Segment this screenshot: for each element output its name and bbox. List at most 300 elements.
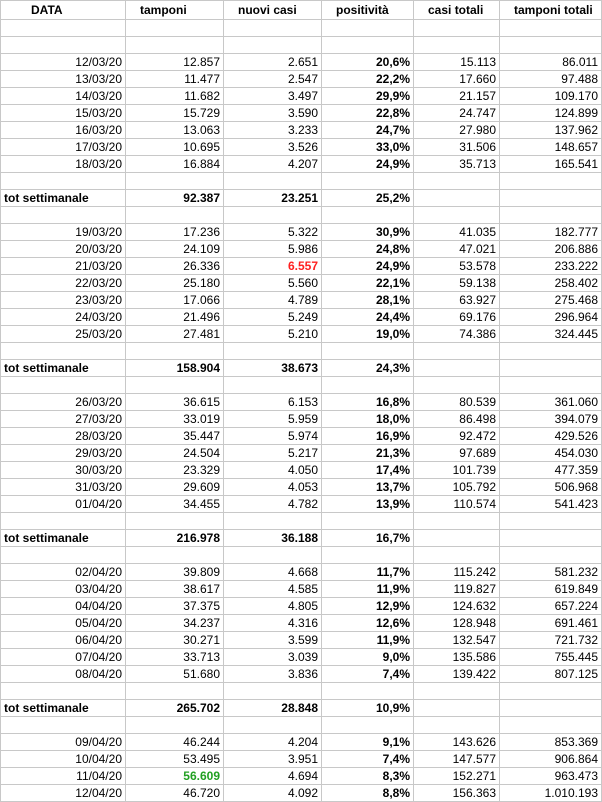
cell-tamponi-totali: 853.369 [500,734,602,751]
cell-date: 30/03/20 [1,462,126,479]
cell-casi-totali: 152.271 [414,768,500,785]
cell-tamponi-totali: 619.849 [500,581,602,598]
header-tamponi-totali: tamponi totali [500,1,602,20]
empty-row [1,377,602,394]
total-tamponi: 265.702 [126,700,224,717]
cell-tamponi-totali: 906.864 [500,751,602,768]
cell-tamponi: 11.477 [126,71,224,88]
cell-tamponi: 17.066 [126,292,224,309]
cell-casi-totali: 101.739 [414,462,500,479]
empty-cell [500,513,602,530]
cell-nuovi-casi: 3.599 [224,632,322,649]
cell-positivita: 29,9% [322,88,414,105]
empty-cell [322,343,414,360]
cell-tamponi: 26.336 [126,258,224,275]
cell-date: 09/04/20 [1,734,126,751]
cell-nuovi-casi: 5.560 [224,275,322,292]
empty-row [1,173,602,190]
cell-casi-totali: 97.689 [414,445,500,462]
empty-cell [224,717,322,734]
cell-date: 17/03/20 [1,139,126,156]
empty-cell [224,20,322,37]
table-row [1,564,602,581]
cell-casi-totali: 147.577 [414,751,500,768]
cell-casi-totali: 27.980 [414,122,500,139]
empty-row [1,717,602,734]
cell-positivita: 22,8% [322,105,414,122]
total-tamponi: 92.387 [126,190,224,207]
cell-positivita: 24,7% [322,122,414,139]
cell-tamponi: 16.884 [126,156,224,173]
total-tamponi: 216.978 [126,530,224,547]
cell-tamponi-totali: 657.224 [500,598,602,615]
empty-cell [500,530,602,547]
cell-tamponi: 15.729 [126,105,224,122]
cell-tamponi: 27.481 [126,326,224,343]
empty-row [1,343,602,360]
cell-tamponi-totali: 182.777 [500,224,602,241]
cell-casi-totali: 35.713 [414,156,500,173]
empty-cell [1,37,126,54]
empty-cell [414,683,500,700]
total-nuovi-casi: 36.188 [224,530,322,547]
table-row [1,649,602,666]
cell-positivita: 8,8% [322,785,414,802]
cell-date: 02/04/20 [1,564,126,581]
empty-cell [224,207,322,224]
cell-casi-totali: 92.472 [414,428,500,445]
header-nuovi-casi: nuovi casi [224,1,322,20]
cell-casi-totali: 115.242 [414,564,500,581]
cell-nuovi-casi: 3.497 [224,88,322,105]
cell-tamponi-totali: 109.170 [500,88,602,105]
cell-nuovi-casi: 4.585 [224,581,322,598]
table-row [1,411,602,428]
empty-cell [414,377,500,394]
empty-cell [126,207,224,224]
table-row [1,326,602,343]
cell-tamponi-totali: 963.473 [500,768,602,785]
weekly-total-row [1,530,602,547]
cell-tamponi: 23.329 [126,462,224,479]
table-row [1,105,602,122]
empty-cell [322,173,414,190]
cell-date: 25/03/20 [1,326,126,343]
cell-tamponi-totali: 454.030 [500,445,602,462]
empty-cell [500,547,602,564]
empty-cell [322,377,414,394]
cell-positivita: 12,9% [322,598,414,615]
cell-date: 27/03/20 [1,411,126,428]
total-label: tot settimanale [1,360,126,377]
header-positivita: positività [322,1,414,20]
cell-date: 15/03/20 [1,105,126,122]
cell-date: 24/03/20 [1,309,126,326]
cell-tamponi-totali: 691.461 [500,615,602,632]
cell-date: 03/04/20 [1,581,126,598]
table-row [1,479,602,496]
empty-row [1,547,602,564]
cell-casi-totali: 59.138 [414,275,500,292]
empty-cell [414,207,500,224]
cell-tamponi: 37.375 [126,598,224,615]
cell-tamponi-totali: 233.222 [500,258,602,275]
cell-casi-totali: 53.578 [414,258,500,275]
cell-date: 28/03/20 [1,428,126,445]
cell-date: 06/04/20 [1,632,126,649]
table-row [1,734,602,751]
empty-cell [500,377,602,394]
cell-nuovi-casi: 4.789 [224,292,322,309]
cell-casi-totali: 132.547 [414,632,500,649]
cell-positivita: 16,9% [322,428,414,445]
cell-nuovi-casi: 5.210 [224,326,322,343]
empty-cell [500,20,602,37]
cell-tamponi-totali: 361.060 [500,394,602,411]
empty-cell [500,207,602,224]
cell-casi-totali: 24.747 [414,105,500,122]
cell-casi-totali: 41.035 [414,224,500,241]
cell-tamponi: 17.236 [126,224,224,241]
cell-tamponi: 33.019 [126,411,224,428]
cell-tamponi-totali: 581.232 [500,564,602,581]
cell-casi-totali: 31.506 [414,139,500,156]
cell-positivita: 9,1% [322,734,414,751]
cell-date: 04/04/20 [1,598,126,615]
empty-cell [1,343,126,360]
weekly-total-row [1,700,602,717]
table-row [1,88,602,105]
total-positivita: 10,9% [322,700,414,717]
cell-tamponi-totali: 541.423 [500,496,602,513]
empty-cell [414,547,500,564]
cell-positivita: 24,9% [322,156,414,173]
table-row [1,224,602,241]
cell-tamponi-totali: 275.468 [500,292,602,309]
cell-date: 22/03/20 [1,275,126,292]
cell-casi-totali: 135.586 [414,649,500,666]
cell-casi-totali: 74.386 [414,326,500,343]
header-tamponi: tamponi [126,1,224,20]
empty-cell [322,683,414,700]
header-row [1,1,602,20]
cell-casi-totali: 69.176 [414,309,500,326]
cell-tamponi: 51.680 [126,666,224,683]
cell-date: 29/03/20 [1,445,126,462]
cell-tamponi: 24.109 [126,241,224,258]
empty-cell [1,377,126,394]
cell-tamponi: 25.180 [126,275,224,292]
empty-cell [322,513,414,530]
cell-casi-totali: 124.632 [414,598,500,615]
cell-nuovi-casi: 5.959 [224,411,322,428]
cell-nuovi-casi: 4.050 [224,462,322,479]
empty-row [1,37,602,54]
cell-nuovi-casi: 4.316 [224,615,322,632]
empty-cell [224,377,322,394]
cell-nuovi-casi: 5.322 [224,224,322,241]
empty-cell [224,343,322,360]
total-positivita: 24,3% [322,360,414,377]
empty-cell [414,343,500,360]
cell-nuovi-casi: 3.836 [224,666,322,683]
cell-positivita: 11,9% [322,632,414,649]
cell-positivita: 24,9% [322,258,414,275]
table-row [1,751,602,768]
empty-cell [414,530,500,547]
cell-nuovi-casi: 3.233 [224,122,322,139]
cell-tamponi: 46.720 [126,785,224,802]
empty-cell [500,360,602,377]
cell-casi-totali: 156.363 [414,785,500,802]
cell-date: 23/03/20 [1,292,126,309]
empty-cell [126,377,224,394]
empty-cell [224,173,322,190]
cell-tamponi-totali: 86.011 [500,54,602,71]
cell-positivita: 22,2% [322,71,414,88]
cell-nuovi-casi: 2.651 [224,54,322,71]
table-row [1,632,602,649]
cell-positivita: 7,4% [322,751,414,768]
empty-cell [414,513,500,530]
cell-tamponi-totali: 755.445 [500,649,602,666]
table-row [1,71,602,88]
cell-tamponi: 12.857 [126,54,224,71]
cell-date: 11/04/20 [1,768,126,785]
empty-cell [1,20,126,37]
total-label: tot settimanale [1,190,126,207]
empty-cell [224,37,322,54]
cell-tamponi-totali: 296.964 [500,309,602,326]
cell-positivita: 24,4% [322,309,414,326]
table-row [1,768,602,785]
empty-cell [1,547,126,564]
empty-cell [500,700,602,717]
table-row [1,598,602,615]
empty-cell [1,683,126,700]
empty-cell [224,513,322,530]
cell-positivita: 28,1% [322,292,414,309]
empty-cell [500,190,602,207]
empty-cell [500,343,602,360]
empty-cell [500,173,602,190]
total-nuovi-casi: 23.251 [224,190,322,207]
empty-cell [414,717,500,734]
empty-cell [414,20,500,37]
cell-casi-totali: 143.626 [414,734,500,751]
table-row [1,139,602,156]
table-row [1,394,602,411]
cell-casi-totali: 119.827 [414,581,500,598]
empty-cell [1,513,126,530]
cell-positivita: 8,3% [322,768,414,785]
cell-date: 01/04/20 [1,496,126,513]
cell-tamponi-totali: 429.526 [500,428,602,445]
empty-cell [126,20,224,37]
empty-cell [126,717,224,734]
empty-cell [500,37,602,54]
empty-cell [414,173,500,190]
cell-date: 16/03/20 [1,122,126,139]
empty-row [1,20,602,37]
table-row [1,581,602,598]
table-row [1,122,602,139]
cell-date: 05/04/20 [1,615,126,632]
cell-positivita: 13,7% [322,479,414,496]
cell-nuovi-casi: 4.668 [224,564,322,581]
empty-cell [322,20,414,37]
cell-tamponi: 34.237 [126,615,224,632]
cell-casi-totali: 139.422 [414,666,500,683]
total-positivita: 16,7% [322,530,414,547]
cell-positivita: 12,6% [322,615,414,632]
empty-cell [414,360,500,377]
cell-date: 19/03/20 [1,224,126,241]
cell-date: 07/04/20 [1,649,126,666]
cell-tamponi: 46.244 [126,734,224,751]
sheet-body [1,1,602,802]
table-row [1,785,602,802]
empty-cell [126,343,224,360]
cell-tamponi: 53.495 [126,751,224,768]
cell-casi-totali: 17.660 [414,71,500,88]
cell-nuovi-casi: 4.805 [224,598,322,615]
cell-nuovi-casi: 5.249 [224,309,322,326]
cell-tamponi: 11.682 [126,88,224,105]
cell-positivita: 24,8% [322,241,414,258]
table-row [1,156,602,173]
total-nuovi-casi: 38.673 [224,360,322,377]
cell-nuovi-casi: 6.153 [224,394,322,411]
cell-nuovi-casi: 3.039 [224,649,322,666]
empty-cell [414,190,500,207]
cell-tamponi: 30.271 [126,632,224,649]
cell-tamponi-totali: 124.899 [500,105,602,122]
cell-date: 14/03/20 [1,88,126,105]
table-row [1,309,602,326]
table-row [1,445,602,462]
cell-positivita: 22,1% [322,275,414,292]
table-row [1,462,602,479]
cell-nuovi-casi: 2.547 [224,71,322,88]
cell-nuovi-casi: 3.951 [224,751,322,768]
cell-positivita: 21,3% [322,445,414,462]
table-row [1,292,602,309]
cell-positivita: 18,0% [322,411,414,428]
cell-nuovi-casi: 5.986 [224,241,322,258]
cell-casi-totali: 15.113 [414,54,500,71]
cell-date: 10/04/20 [1,751,126,768]
table-row [1,54,602,71]
cell-positivita: 9,0% [322,649,414,666]
cell-tamponi: 36.615 [126,394,224,411]
cell-positivita: 11,9% [322,581,414,598]
header-casi-totali: casi totali [414,1,500,20]
cell-positivita: 30,9% [322,224,414,241]
total-nuovi-casi: 28.848 [224,700,322,717]
cell-tamponi: 29.609 [126,479,224,496]
cell-tamponi-totali: 258.402 [500,275,602,292]
cell-positivita: 13,9% [322,496,414,513]
cell-tamponi-totali: 206.886 [500,241,602,258]
cell-tamponi-totali: 807.125 [500,666,602,683]
cell-tamponi-totali: 324.445 [500,326,602,343]
empty-cell [126,37,224,54]
cell-tamponi: 38.617 [126,581,224,598]
cell-date: 18/03/20 [1,156,126,173]
cell-tamponi: 39.809 [126,564,224,581]
empty-cell [126,547,224,564]
empty-cell [322,207,414,224]
table-row [1,666,602,683]
cell-nuovi-casi: 5.974 [224,428,322,445]
cell-date: 12/03/20 [1,54,126,71]
total-label: tot settimanale [1,530,126,547]
weekly-total-row [1,360,602,377]
table-row [1,496,602,513]
cell-date: 21/03/20 [1,258,126,275]
empty-cell [224,683,322,700]
empty-cell [322,547,414,564]
cell-tamponi-totali: 721.732 [500,632,602,649]
cell-casi-totali: 21.157 [414,88,500,105]
table-row [1,258,602,275]
cell-positivita: 19,0% [322,326,414,343]
cell-tamponi: 13.063 [126,122,224,139]
cell-positivita: 17,4% [322,462,414,479]
cell-tamponi: 24.504 [126,445,224,462]
cell-tamponi: 35.447 [126,428,224,445]
empty-cell [126,513,224,530]
cell-casi-totali: 63.927 [414,292,500,309]
cell-casi-totali: 80.539 [414,394,500,411]
empty-cell [500,717,602,734]
cell-nuovi-casi: 4.782 [224,496,322,513]
cell-tamponi-totali: 137.962 [500,122,602,139]
cell-nuovi-casi: 4.207 [224,156,322,173]
cell-casi-totali: 86.498 [414,411,500,428]
table-row [1,615,602,632]
empty-cell [414,37,500,54]
table-row [1,275,602,292]
cell-tamponi-totali: 1.010.193 [500,785,602,802]
empty-row [1,683,602,700]
cell-nuovi-casi: 4.053 [224,479,322,496]
empty-cell [1,717,126,734]
cell-tamponi-totali: 97.488 [500,71,602,88]
cell-tamponi-totali: 506.968 [500,479,602,496]
cell-tamponi: 21.496 [126,309,224,326]
cell-positivita: 11,7% [322,564,414,581]
empty-cell [1,173,126,190]
cell-nuovi-casi: 4.204 [224,734,322,751]
empty-cell [126,683,224,700]
cell-positivita: 16,8% [322,394,414,411]
cell-tamponi-totali: 477.359 [500,462,602,479]
cell-nuovi-casi: 4.092 [224,785,322,802]
cell-casi-totali: 47.021 [414,241,500,258]
empty-cell [500,683,602,700]
cell-tamponi-totali: 394.079 [500,411,602,428]
empty-cell [322,717,414,734]
total-label: tot settimanale [1,700,126,717]
cell-casi-totali: 128.948 [414,615,500,632]
total-positivita: 25,2% [322,190,414,207]
cell-nuovi-casi: 3.526 [224,139,322,156]
cell-nuovi-casi: 5.217 [224,445,322,462]
cell-date: 26/03/20 [1,394,126,411]
empty-cell [322,37,414,54]
